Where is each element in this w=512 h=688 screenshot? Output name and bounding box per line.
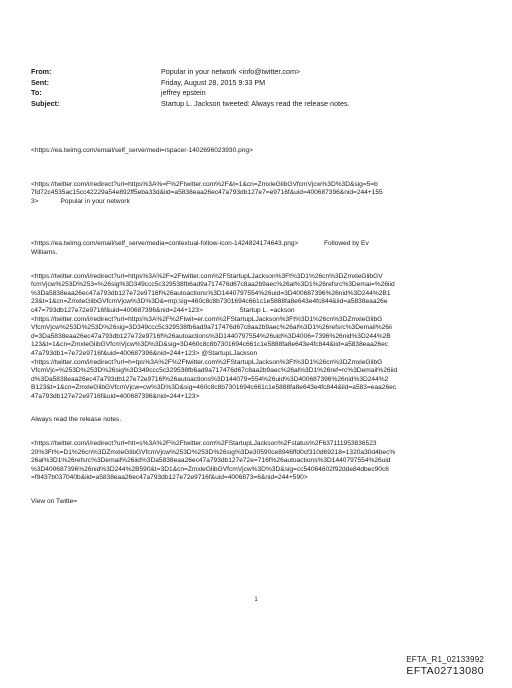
body-line: <https://ea.twimg.com/email/self_serve/media=contextual-follow-icon-1424824174643.png> Followed by Ev (31, 240, 369, 248)
body-line: VfcmVjc=%253D%253D%26sig%3D349ccc5c329538fb6ad9a717476d67c8aa2b9aec%26al%3D1%26ref=rc%3Demail%26iid (31, 367, 398, 375)
body-line: 26al%3D1%26refsrc%3Demail%26iid%3Da5838eaa26ec47a793db127e72e=716f%26autoactions%3D1440797554%26uid (31, 457, 391, 465)
body-line: c47=793db127e72e9716f&uid=400687396&nid=244+123> Startup L. =ackson (31, 306, 295, 314)
body-line: fcmVjcw%253D%253=%26sig%3D349ccc5c329538fb6ad9a717476d67c8aa2b9aec%26al%3D1%26refsrc%3Demai=%26iid (31, 281, 395, 289)
body-line: VfcmVjcw%253D%253D%26sig=3D349ccc5c329538fb6ad9a717476d67c8aa2b9aec%26al%3D1%26refsrc%3Demail%26ii (31, 324, 392, 332)
page-number: 1 (254, 597, 258, 603)
body-line: 20%3Ft%=D1%26cn%3DZmxleGlibGVfcmVjcw%253D%253D%26sig%3De30590ce8946ffd0cf310d69218=1320a30d4bec% (31, 448, 396, 456)
subject-row (31, 99, 491, 110)
email-body (31, 147, 491, 507)
body-line: <https://twitter.com/i/redirect?url=h=tps%3A%2F%2Ftwitter.com%2FStartupLJackson%3Ft%3D1%26cn%3DZmxleGlibG (31, 358, 383, 366)
body-line: d=3Da5838eaa26ec47a793db127e72e9716f%26autoactions%3D1440797554%26uid%3D4006=7396%26nid%3D244%2B (31, 332, 391, 340)
body-line: B123&t=1&cn=ZmxleGlibGVfcmVjcw=cw%3D%3D&sig=460c8c8b7301694c661c1e5888fa8e643e4fc844&iid=a583=eaa26ec (31, 384, 397, 392)
body-line: %3D400687396%26nid%3D244%2B590&t=3D1&cn=ZmxleGlibGVfcmVjcw%3D%3D&sig=cc54064602f92dde84dbec90c6 (31, 465, 389, 473)
body-line: Always read the release notes. (31, 416, 122, 424)
from-row (31, 67, 491, 78)
body-line: <https://twitter.com/i/redirect?url=htt=s%3A%2F%2Ftwitter.com%2FStartupLJackson%2Fstatus%2F637111953836523 (31, 440, 377, 448)
from-label: From: (31, 67, 52, 76)
body-line: 123&t=1&cn=ZmxleGlibGVfcmVjcw%3D%3D&sig=3D460c8c8b7301694c661c1e5888fa8e643e4fc844&iid=a5838eaa26ec (31, 341, 389, 349)
subject-label: Subject: (31, 98, 60, 108)
body-line: Williams. (31, 248, 58, 256)
body-line: 7fd72c4535ac15cc42229a54e892ff5eba33d&iid=a5838eaa26ec47a793db127e7=e9716f&uid=400687396&nid=244+155 (31, 189, 383, 197)
body-line: 47a793db1=7e72e9716f&uid=400687396&nid=244+123> @StartupLJackson (31, 349, 258, 357)
to-value: jeffrey epstein (161, 88, 206, 98)
bates-number-small: EFTA_R1_02133992 (406, 655, 484, 664)
body-line: 47a793db127e72e9716f&uid=400687396&nid=244+123> (31, 392, 200, 400)
body-line: 3> Popular in your network (31, 197, 130, 205)
body-line: <https://twitter.com/i/redirect?url=https%3A%2F=2Ftwitter.com%2FStartupLJackson%3Ft%3D1%26cn%3DZmxleGlibGV (31, 272, 383, 280)
body-line: View on Twitte= (31, 498, 78, 506)
body-line: =f9437b037040b&iid=a5838eaa26ec47a793db127e72e9716f&uid=4006873=6&nid=244+590> (31, 474, 308, 482)
sent-label: Sent: (31, 77, 49, 87)
to-label: To: (31, 88, 42, 98)
body-line: <https://twitter.com/i/redirect?url=https%3A%2F%2Ftwit=er.com%2FStartupLJackson%3Ft%3D1%26cn%3DZmxleGlibG (31, 315, 383, 323)
body-line: <https://twitter.com/i/redirect?url=https%3A%=F%2Ftwitter.com%2F&t=1&cn=ZmxleGlibGVfcmVjcw%3D%3D&sig=5=b (31, 180, 378, 188)
to-row (31, 88, 491, 99)
sent-value: Friday, August 28, 2015 9:33 PM (161, 77, 266, 87)
bates-number-large: EFTA02713080 (406, 665, 484, 677)
sent-row (31, 78, 491, 89)
subject-value: Startup L. Jackson tweeted: Always read the release notes. (161, 98, 350, 108)
body-line: %3Da5838eaa26ec47a793db127e72e9716f%26autoactions%3D1440797554%26uid=3D400687396%26nid%3D244%2B1 (31, 289, 391, 297)
email-header (31, 67, 491, 109)
body-line: <https://ea.twimg.com/email/self_serve/medi=/spacer-1402696023930.png> (31, 147, 253, 154)
body-line: 23&t=1&cn=ZmxleGlibGVfcmVjcw%3D%3D&=mp;sig=460c8c8b7301694c661c1e5888fa8e643e4fc844&iid=a5838eaa26e (31, 298, 388, 306)
from-value: Popular in your network <info@twitter.com> (161, 67, 301, 76)
body-line: d%3Da5838eaa26ec47a793db127e72e9716f%26autoactions%3D144079=554%26uid%3D400687396%26nid%3D244%2 (31, 375, 389, 383)
